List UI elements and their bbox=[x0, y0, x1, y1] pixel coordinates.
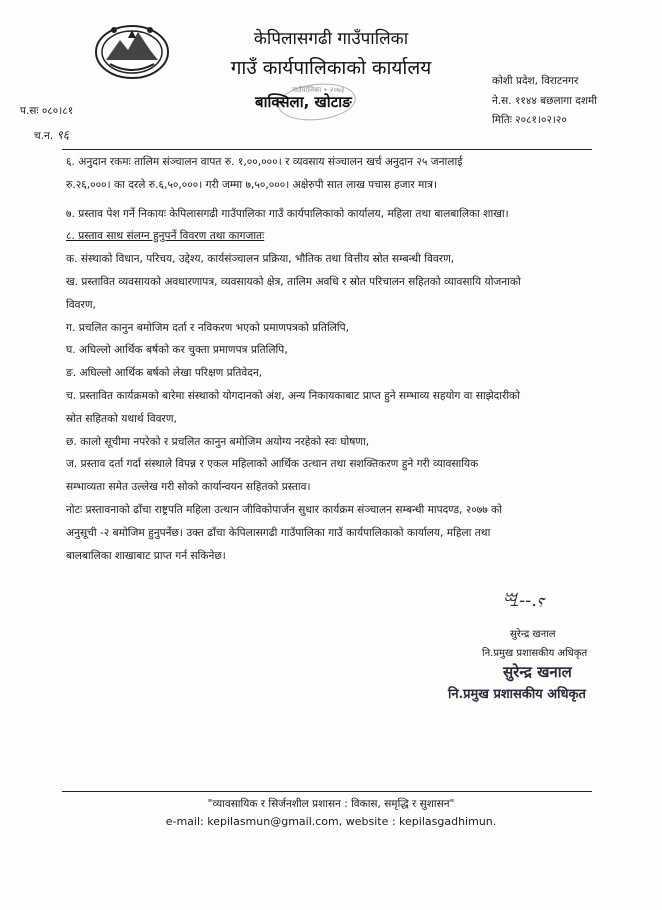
item-ga: ग. प्रचलित कानुन बमोजिम दर्ता र नविकरण भएको प्रमाणपत्रको प्रतिलिपि, bbox=[66, 321, 350, 334]
item-ja-line-2: सम्भाव्यता समेत उल्लेख गरी सोको कार्यान्वयन सहितको प्रस्ताव। bbox=[66, 481, 311, 494]
municipality-name: केपिलासगढी गाउँपालिका bbox=[253, 29, 409, 49]
signatory-title: नि.प्रमुख प्रशासकीय अधिकृत bbox=[482, 648, 588, 659]
footer-contact: e-mail: kepilasmun@gmail.com, website : kepilasgadhimun. bbox=[165, 815, 497, 828]
date-line: मितिः २०८१।०२।२० bbox=[492, 114, 567, 126]
item-ka: क. संस्थाको विधान, परिचय, उद्देश्य, कार्यसंञ्चालन प्रक्रिया, भौतिक तथा वित्तीय स्रोत सम्बन्धी विवरण, bbox=[66, 253, 455, 266]
item-gha: घ. अघिल्लो आर्थिक बर्षको कर चुक्ता प्रमाणपत्र प्रतिलिपि, bbox=[66, 344, 288, 357]
item-nga: ङ. अघिल्लो आर्थिक बर्षको लेखा परिक्षण प्रतिवेदन, bbox=[66, 367, 263, 380]
clause-7: ७. प्रस्ताव पेश गर्ने निकायः केपिलासगढी गाउँपालिका गाउँ कार्यपालिकाको कार्यालय, महिला तथा बालबालिका शाखा। bbox=[66, 207, 509, 220]
footer-motto: "व्यावसायिक र सिर्जनशील प्रशासन : विकास, समृद्धि र सुशासन" bbox=[207, 798, 455, 810]
item-kha-line-1: ख. प्रस्तावित व्यवसायको अवधारणापत्र, व्यवसायको क्षेत्र, तालिम अवधि र स्रोत परिचालन सहितको व्यावसायि योजनाको bbox=[66, 275, 521, 288]
clause-6-line-1: ६. अनुदान रकमः तालिम संञ्चालन वापत रु. १,००,०००। र व्यवसाय संञ्चालन खर्च अनुदान २५ जनालाई bbox=[66, 156, 463, 168]
letter-ref-label: प.सः bbox=[20, 105, 39, 117]
item-ja-line-1: ज. प्रस्ताव दर्ता गर्दा संस्थाले विपन्न र एकल महिलाको आर्थिक उत्थान तथा सशक्तिकरण हुने गरी व्यावसायिक bbox=[66, 458, 479, 471]
province-line: कोशी प्रदेश, विराटनगर bbox=[492, 75, 579, 87]
name-stamp: सुरेन्द्र खनाल bbox=[503, 663, 572, 681]
item-cha-line-2: स्रोत सहितको यथार्थ विवरण, bbox=[66, 412, 177, 425]
dispatch-no bbox=[34, 126, 69, 143]
handwritten-signature: ꗅ--.ⲋ bbox=[502, 590, 545, 611]
letter-ref bbox=[20, 104, 73, 118]
office-name: गाउँ कार्यपालिकाको कार्यालय bbox=[230, 57, 432, 79]
footer-divider bbox=[62, 791, 592, 792]
title-stamp: नि.प्रमुख प्रशासकीय अधिकृत bbox=[448, 687, 586, 702]
note-line-2: अनुसूची -२ बमोजिम हुनुपर्नेछ। उक्त ढाँचा केपिलासगढी गाउँपालिका गाउँ कार्यपालिकाको कार्यालय, महिला तथा bbox=[66, 526, 491, 539]
nepal-sambat-line: ने.स. ११४४ बछलागा दशमी bbox=[492, 95, 597, 107]
item-chha: छ. कालो सूचीमा नपरेको र प्रचलित कानुन बमोजिम अयोग्य नरहेको स्वः घोषणा, bbox=[66, 435, 370, 448]
header-divider bbox=[62, 149, 592, 150]
signatory-name: सुरेन्द्र खनाल bbox=[510, 629, 556, 640]
dispatch-no-label: च.न. bbox=[34, 130, 54, 142]
letter-ref-value: ०८०।८१ bbox=[41, 105, 74, 117]
clause-6-line-2: रु.२६,०००। का दरले रु.६,५०,०००। गरी जम्मा ७,५०,०००। अक्षेरुपी सात लाख पचास हजार मात्र। bbox=[66, 178, 437, 191]
office-address: बाक्सिला, खोटाङ bbox=[255, 93, 352, 111]
dispatch-no-value: ९६ bbox=[56, 128, 69, 142]
note-line-3: बालबालिका शाखाबाट प्राप्त गर्न सकिनेछ। bbox=[66, 549, 226, 562]
item-kha-line-2: विवरण, bbox=[66, 298, 96, 311]
clause-8-title: ८. प्रस्ताव साथ संलग्न हुनुपर्ने विवरण तथा कागजातः bbox=[66, 230, 265, 243]
item-cha-line-1: च. प्रस्तावित कार्यक्रमको बारेमा संस्थाको योगदानको अंश, अन्य निकायकाबाट प्राप्त हुने सम्भाव्य सहयोग वा साझेदारीको bbox=[66, 389, 520, 402]
letter-body bbox=[66, 151, 606, 567]
note-line-1: नोटः प्रस्तावनाको ढाँचा राष्ट्रपति महिला उत्थान जीविकोपार्जन सुधार कार्यक्रम संञ्चालन सम्बन्धी मापदण्ड, २०७७ को bbox=[66, 503, 503, 516]
office-seal-text: गाउँपालिका • २०७३ bbox=[292, 86, 345, 94]
